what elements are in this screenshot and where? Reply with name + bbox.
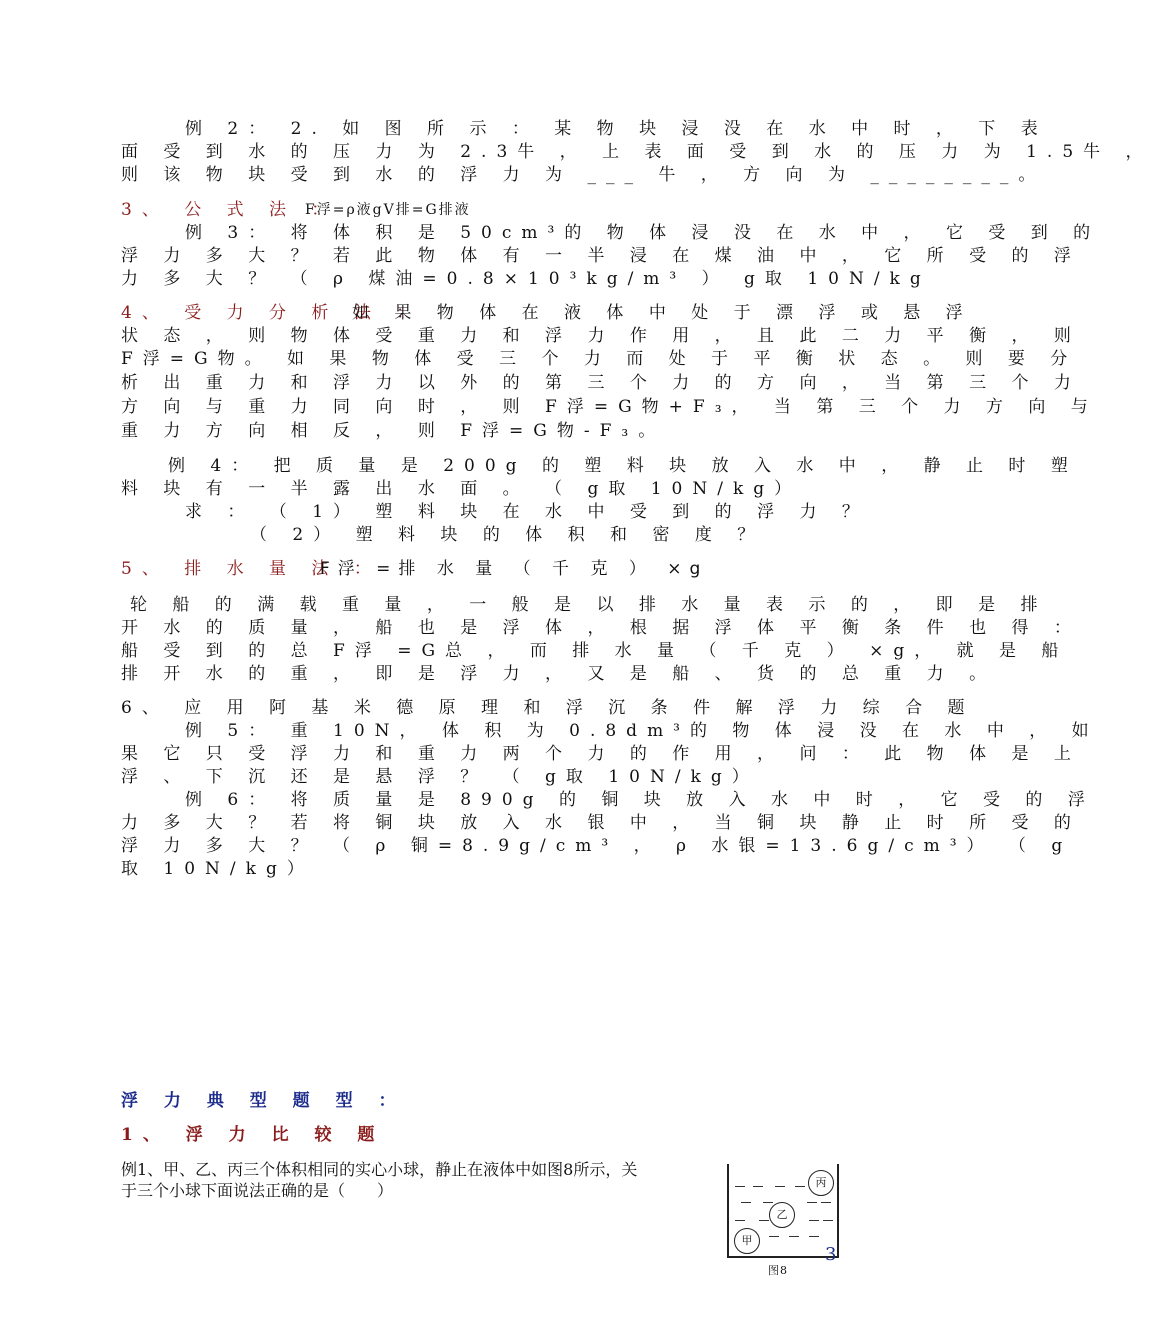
example-3-line-3: 力 多 大 ？ （ ρ 煤油=0.8×10³kg/m³ ） g取 10N/kg [121,269,931,289]
section-4-line-4: 析 出 重 力 和 浮 力 以 外 的 第 三 个 力 的 方 向 ， 当 第 三 个 力 [121,373,1081,393]
section-4-line-2: 状 态 ， 则 物 体 受 重 力 和 浮 力 作 用 ， 且 此 二 力 平 衡 ， 则 [121,326,1081,346]
example-5-line-1: 例 5： 重 10N， 体 积 为 0.8dm³的 物 体 浸 没 在 水 中 ， 如 [185,721,1099,741]
example-4-question-1: 求 ： （ 1） 塑 料 块 在 水 中 受 到 的 浮 力 ？ [185,502,869,522]
example-2-line-3: 则 该 物 块 受 到 水 的 浮 力 为 ___ 牛 ， 方 向 为 ________。 [121,165,1046,185]
example-6-line-2: 力 多 大 ？ 若 将 铜 块 放 入 水 银 中 ， 当 铜 块 静 止 时 所 受 的 [121,813,1081,833]
section-5-line-1: 轮 船 的 满 载 重 量 ， 一 般 是 以 排 水 量 表 示 的 ， 即 是 排 [130,595,1048,615]
example-4-line-2: 料 块 有 一 半 露 出 水 面 。 （ g取 10N/kg） [121,479,802,499]
example-6-line-4: 取 10N/kg） [121,859,314,879]
figure-caption: 图8 [768,1264,788,1277]
example-5-line-3: 浮 、 下 沉 还 是 悬 浮 ？ （ g取 10N/kg） [121,767,759,787]
section-5-heading: 5、 排 水 量 法 ： [121,559,381,579]
ball-yi: 乙 [769,1202,795,1228]
section-5-line-2: 开 水 的 质 量 ， 船 也 是 浮 体 ， 根 据 浮 体 平 衡 条 件 也 得 ： [121,618,1081,638]
example-4-line-1: 例 4： 把 质 量 是 200g 的 塑 料 块 放 入 水 中 ， 静 止 时 塑 [168,456,1078,476]
example-4-question-2: （ 2） 塑 料 块 的 体 积 和 密 度 ？ [250,525,765,545]
section-4-heading: 4、 受 力 分 析 法 ： [121,303,424,323]
example-2-line-2: 面 受 到 水 的 压 力 为 2.3牛 ， 上 表 面 受 到 水 的 压 力 为 1.5牛 ， [121,142,1153,162]
example-3-line-2: 浮 力 多 大 ？ 若 此 物 体 有 一 半 浸 在 煤 油 中 ， 它 所 受 的 浮 [121,246,1081,266]
typical-questions-title: 浮 力 典 型 题 型 ： [121,1091,406,1111]
section-4-line-1: 如 果 物 体 在 液 体 中 处 于 漂 浮 或 悬 浮 [352,303,973,323]
ball-bing: 丙 [808,1170,834,1196]
example-1-line-1: 例1、甲、乙、丙三个体积相同的实心小球，静止在液体中如图8所示，关 [121,1160,638,1179]
example-1-line-2: 于三个小球下面说法正确的是（ ） [121,1181,394,1200]
example-6-line-1: 例 6： 将 质 量 是 890g 的 铜 块 放 入 水 中 时 ， 它 受 的 浮 [185,790,1095,810]
figure-8-beaker-diagram [722,1164,840,1284]
section-4-line-3: F浮=G物。 如 果 物 体 受 三 个 力 而 处 于 平 衡 状 态 。 则 要 分 [121,349,1078,369]
page-number: 3 [825,1244,837,1265]
example-6-line-3: 浮 力 多 大 ？ （ ρ 铜=8.9g/cm³ ， ρ 水银=13.6g/cm³） （ g [121,836,1073,856]
section-4-line-5: 方 向 与 重 力 同 向 时 ， 则 F浮=G物+F₃， 当 第 三 个 力 方 向 与 [121,397,1098,417]
example-3-line-1: 例 3： 将 体 积 是 50cm³的 物 体 浸 没 在 水 中 ， 它 受 到 的 [185,223,1101,243]
section-3-formula: F浮=ρ液gV排=G排液 [305,202,471,218]
section-5-line-3: 船 受 到 的 总 F浮 =G总 ， 而 排 水 量 （ 千 克 ） ×g， 就 是 船 [121,641,1069,661]
section-4-line-6: 重 力 方 向 相 反 ， 则 F浮=G物-F₃。 [121,421,666,441]
section-6-heading: 6、 应 用 阿 基 米 德 原 理 和 浮 沉 条 件 解 浮 力 综 合 题 [121,698,975,718]
subsection-1-heading: 1、 浮 力 比 较 题 [121,1125,385,1145]
section-5-formula: F浮 =排 水 量 （ 千 克 ） ×g [320,559,709,579]
ball-jia: 甲 [734,1228,760,1254]
section-5-line-4: 排 开 水 的 重 ， 即 是 浮 力 ， 又 是 船 、 货 的 总 重 力 。 [121,664,997,684]
example-2-line-1: 例 2： 2. 如 图 所 示 ： 某 物 块 浸 没 在 水 中 时 ， 下 表 [185,119,1048,139]
example-5-line-2: 果 它 只 受 浮 力 和 重 力 两 个 力 的 作 用 ， 问 ： 此 物 体 是 上 [121,744,1081,764]
section-3-heading: 3、 公 式 法 ： [121,200,339,220]
